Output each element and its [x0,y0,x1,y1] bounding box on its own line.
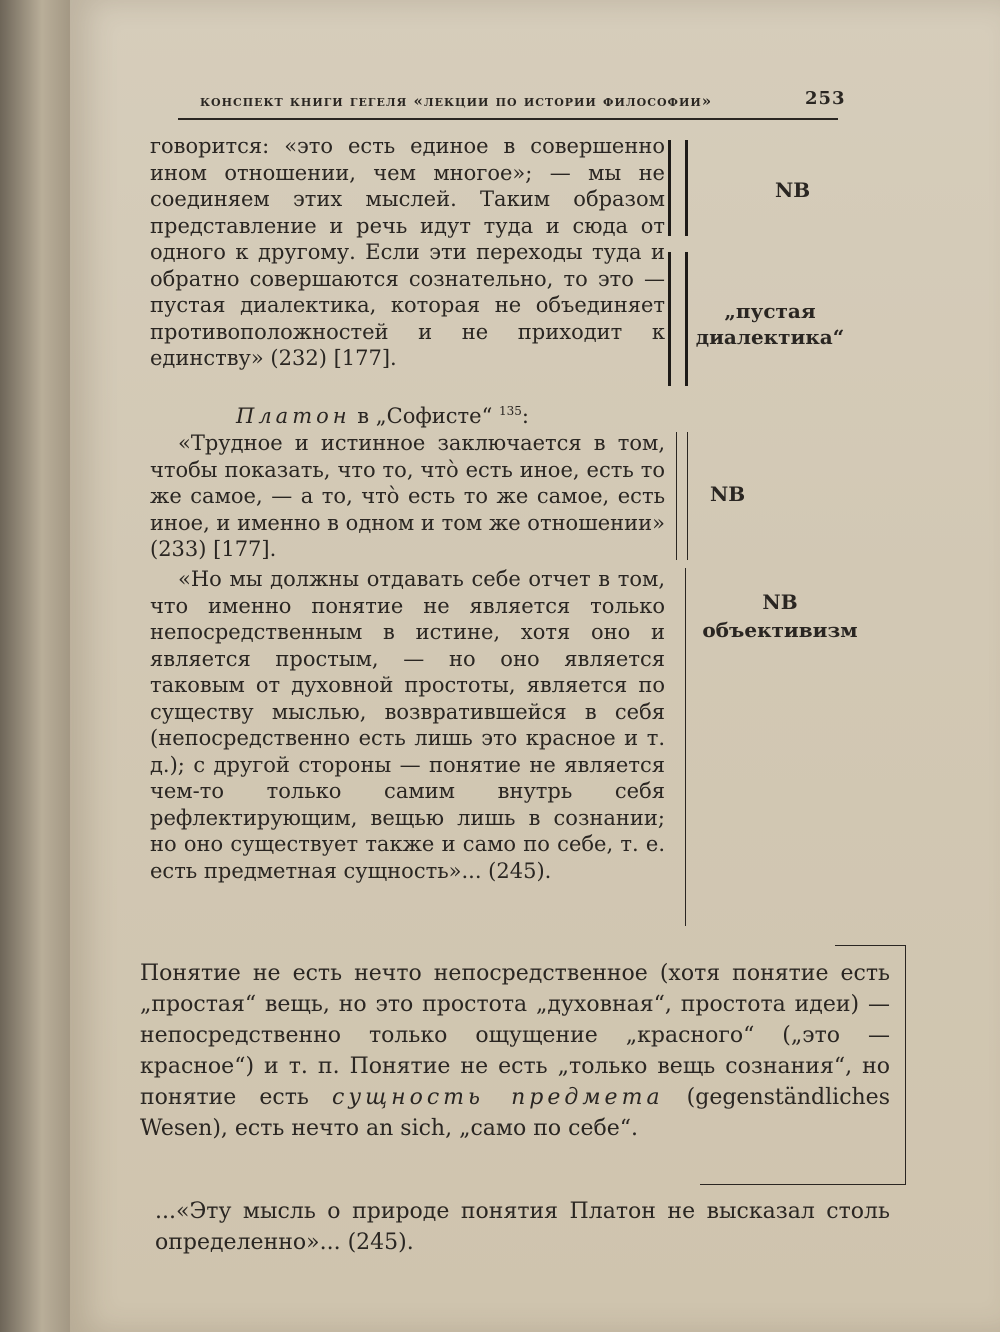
nb-note-3: NB [762,590,798,614]
margin-bars-1 [668,140,688,236]
box-top-edge [835,945,905,946]
margin-bars-3 [676,432,688,560]
nb-note-2: NB [710,482,746,506]
header-rule [178,118,838,120]
page-number: 253 [805,88,846,109]
header-title: конспект книги гегеля «лекции по истории философии» [200,92,713,110]
empty-dialectics-line-1: „пустая [724,299,816,323]
paragraph-sophist-quote: «Трудное и истинное заключается в том, чтобы показать, что то, что̀ есть иное, есть то же самое, — а то, что̀ есть то же самое, есть иное, и именно в одном и том же отношении» (233) [177]. [150,431,665,561]
box-bottom-edge [700,1184,905,1185]
paragraph-empty-dialectics: говорится: «это есть единое в совершенно ином отношении, чем многое»; — мы не соединяем этих мыслей. Таким образом представление и речь идут туда и сюда от одного к другому. Если эти переходы туда и обратно совершаются сознательно, то это — пустая диалектика, которая не объединяет противоположностей и не приходит к единству» (232) [177]. [150,134,665,370]
plato-rest: в „Софисте“ [350,404,500,428]
lenin-commentary [140,958,890,1144]
paragraph-concept-quote: «Но мы должны отдавать себе отчет в том, что именно понятие не является только непосредственным в истине, хотя оно и является простым, — но оно является таковым от духовной простоты, является по существу мыслью, возвратившейся в себя (непосредственно есть лишь это красное и т. д.); с другой стороны — понятие не является чем-то только самим внутрь себя рефлектирующим, вещью лишь в сознании; но оно существует также и само по себе, т. е. есть предметная сущность»... (245). [150,567,665,883]
running-header [200,88,846,110]
plato-colon: : [521,404,529,428]
nb-note-1: NB [775,178,811,202]
empty-dialectics-note [690,298,850,350]
previous-page-edge [0,0,70,1332]
final-quote-text: ...«Эту мысль о природе понятия Платон не высказал столь определенно»... (245). [155,1199,890,1255]
lenin-note-emphasis: сущность предмета [332,1085,664,1110]
empty-dialectics-line-2: диалектика“ [695,325,845,349]
box-right-edge [905,945,906,1185]
margin-bar-4 [683,568,686,926]
lenin-note-part2: (gegenständliches Wesen), есть нечто an sich, „само по себе“. [140,1085,890,1141]
text-block-3 [150,566,665,884]
text-block-2 [150,430,665,563]
plato-heading [150,398,665,430]
objectivism-note [690,588,870,644]
margin-bars-2 [668,252,688,386]
text-block-1 [150,133,665,372]
lenin-note-part1: Понятие не есть нечто непосредственное (хотя понятие есть „простая“ вещь, но это простота „духовная“, простота идеи) — непосредственно только ощущение „красного“ („это — красное“) и т. п. Понятие не есть „только вещь сознания“, но понятие есть [140,961,890,1110]
plato-name: Платон [236,404,351,428]
final-quote [155,1196,890,1258]
objectivism-label: объективизм [702,618,858,642]
footnote-ref: 135 [499,404,522,418]
